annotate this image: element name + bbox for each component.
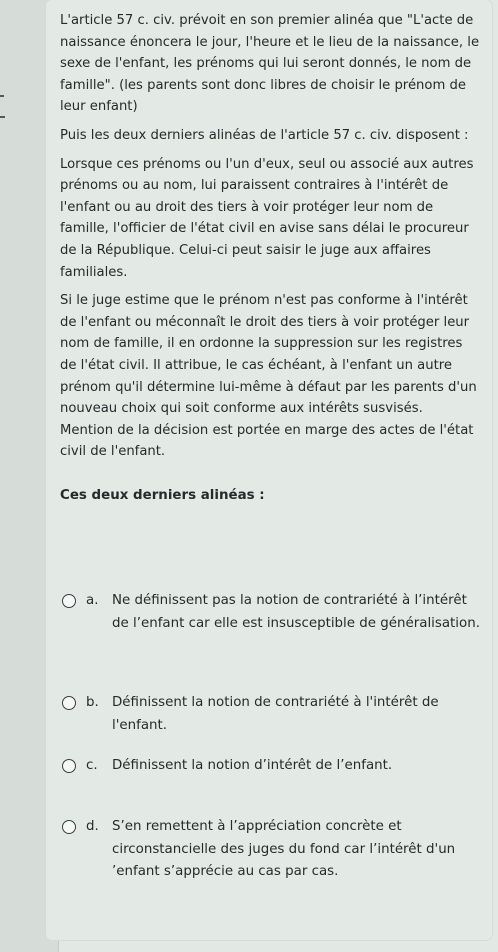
option-text-c: Définissent la notion d’intérêt de l’enfant. [112,758,393,773]
radio-button-d[interactable] [62,820,76,834]
passage-paragraph-3: Lorsque ces prénoms ou l'un d'eux, seul ou associé aux autres prénoms ou au nom, lui paraissent contraires à l'intérêt de l'enfant ou au droit des tiers à voir protéger leur nom de famille, l'officier de l'état civil en avise sans délai le procureur de la République. Celui-ci peut saisir le juge aux affaires familiales. [60,156,474,280]
question-passage [60,10,480,470]
option-letter-d: d. [86,819,99,834]
passage-paragraph-4: Si le juge estime que le prénom n'est pas conforme à l'intérêt de l'enfant ou méconnaît le droit des tiers à voir protéger leur nom de famille, il en ordonne la suppression sur les registres de l'état civil. Il attribue, le cas échéant, à l'enfant un autre prénom qu'il détermine lui-même à défaut par les parents d'un nouveau choix qui soit conforme aux intérêts susvisés. Mention de la décision est portée en marge des actes de l'état civil de l'enfant. [60,293,477,460]
radio-button-b[interactable] [62,696,76,710]
option-text-a: Ne définissent pas la notion de contrariété à l’intérêt de l’enfant car elle est insusceptible de généralisation. [112,593,480,631]
option-letter-b: b. [86,695,99,710]
option-text-d: S’en remettent à l’appréciation concrète et circonstancielle des juges du fond car l’intérêt d'un ’enfant s’apprécie au cas par cas. [112,819,456,879]
radio-button-a[interactable] [62,594,76,608]
question-prompt: Ces deux derniers alinéas : [60,488,265,503]
option-letter-a: a. [86,593,99,608]
answer-option-c[interactable] [60,755,480,779]
passage-paragraph-2: Puis les deux derniers alinéas de l'article 57 c. civ. disposent : [60,127,469,143]
answer-option-b[interactable] [60,692,480,740]
radio-button-c[interactable] [62,759,76,773]
answer-option-a[interactable] [60,590,480,660]
passage-paragraph-1: L'article 57 c. civ. prévoit en son premier alinéa que "L'acte de naissance énoncera le jour, l'heure et le lieu de la naissance, le sexe de l'enfant, les prénoms qui lui seront donnés, le nom de famille". (les parents sont donc libres de choisir le prénom de leur enfant) [60,13,480,115]
option-letter-c: c. [86,758,98,773]
answer-option-d[interactable] [60,816,480,886]
option-text-b: Définissent la notion de contrariété à l'intérêt de l'enfant. [112,695,439,733]
